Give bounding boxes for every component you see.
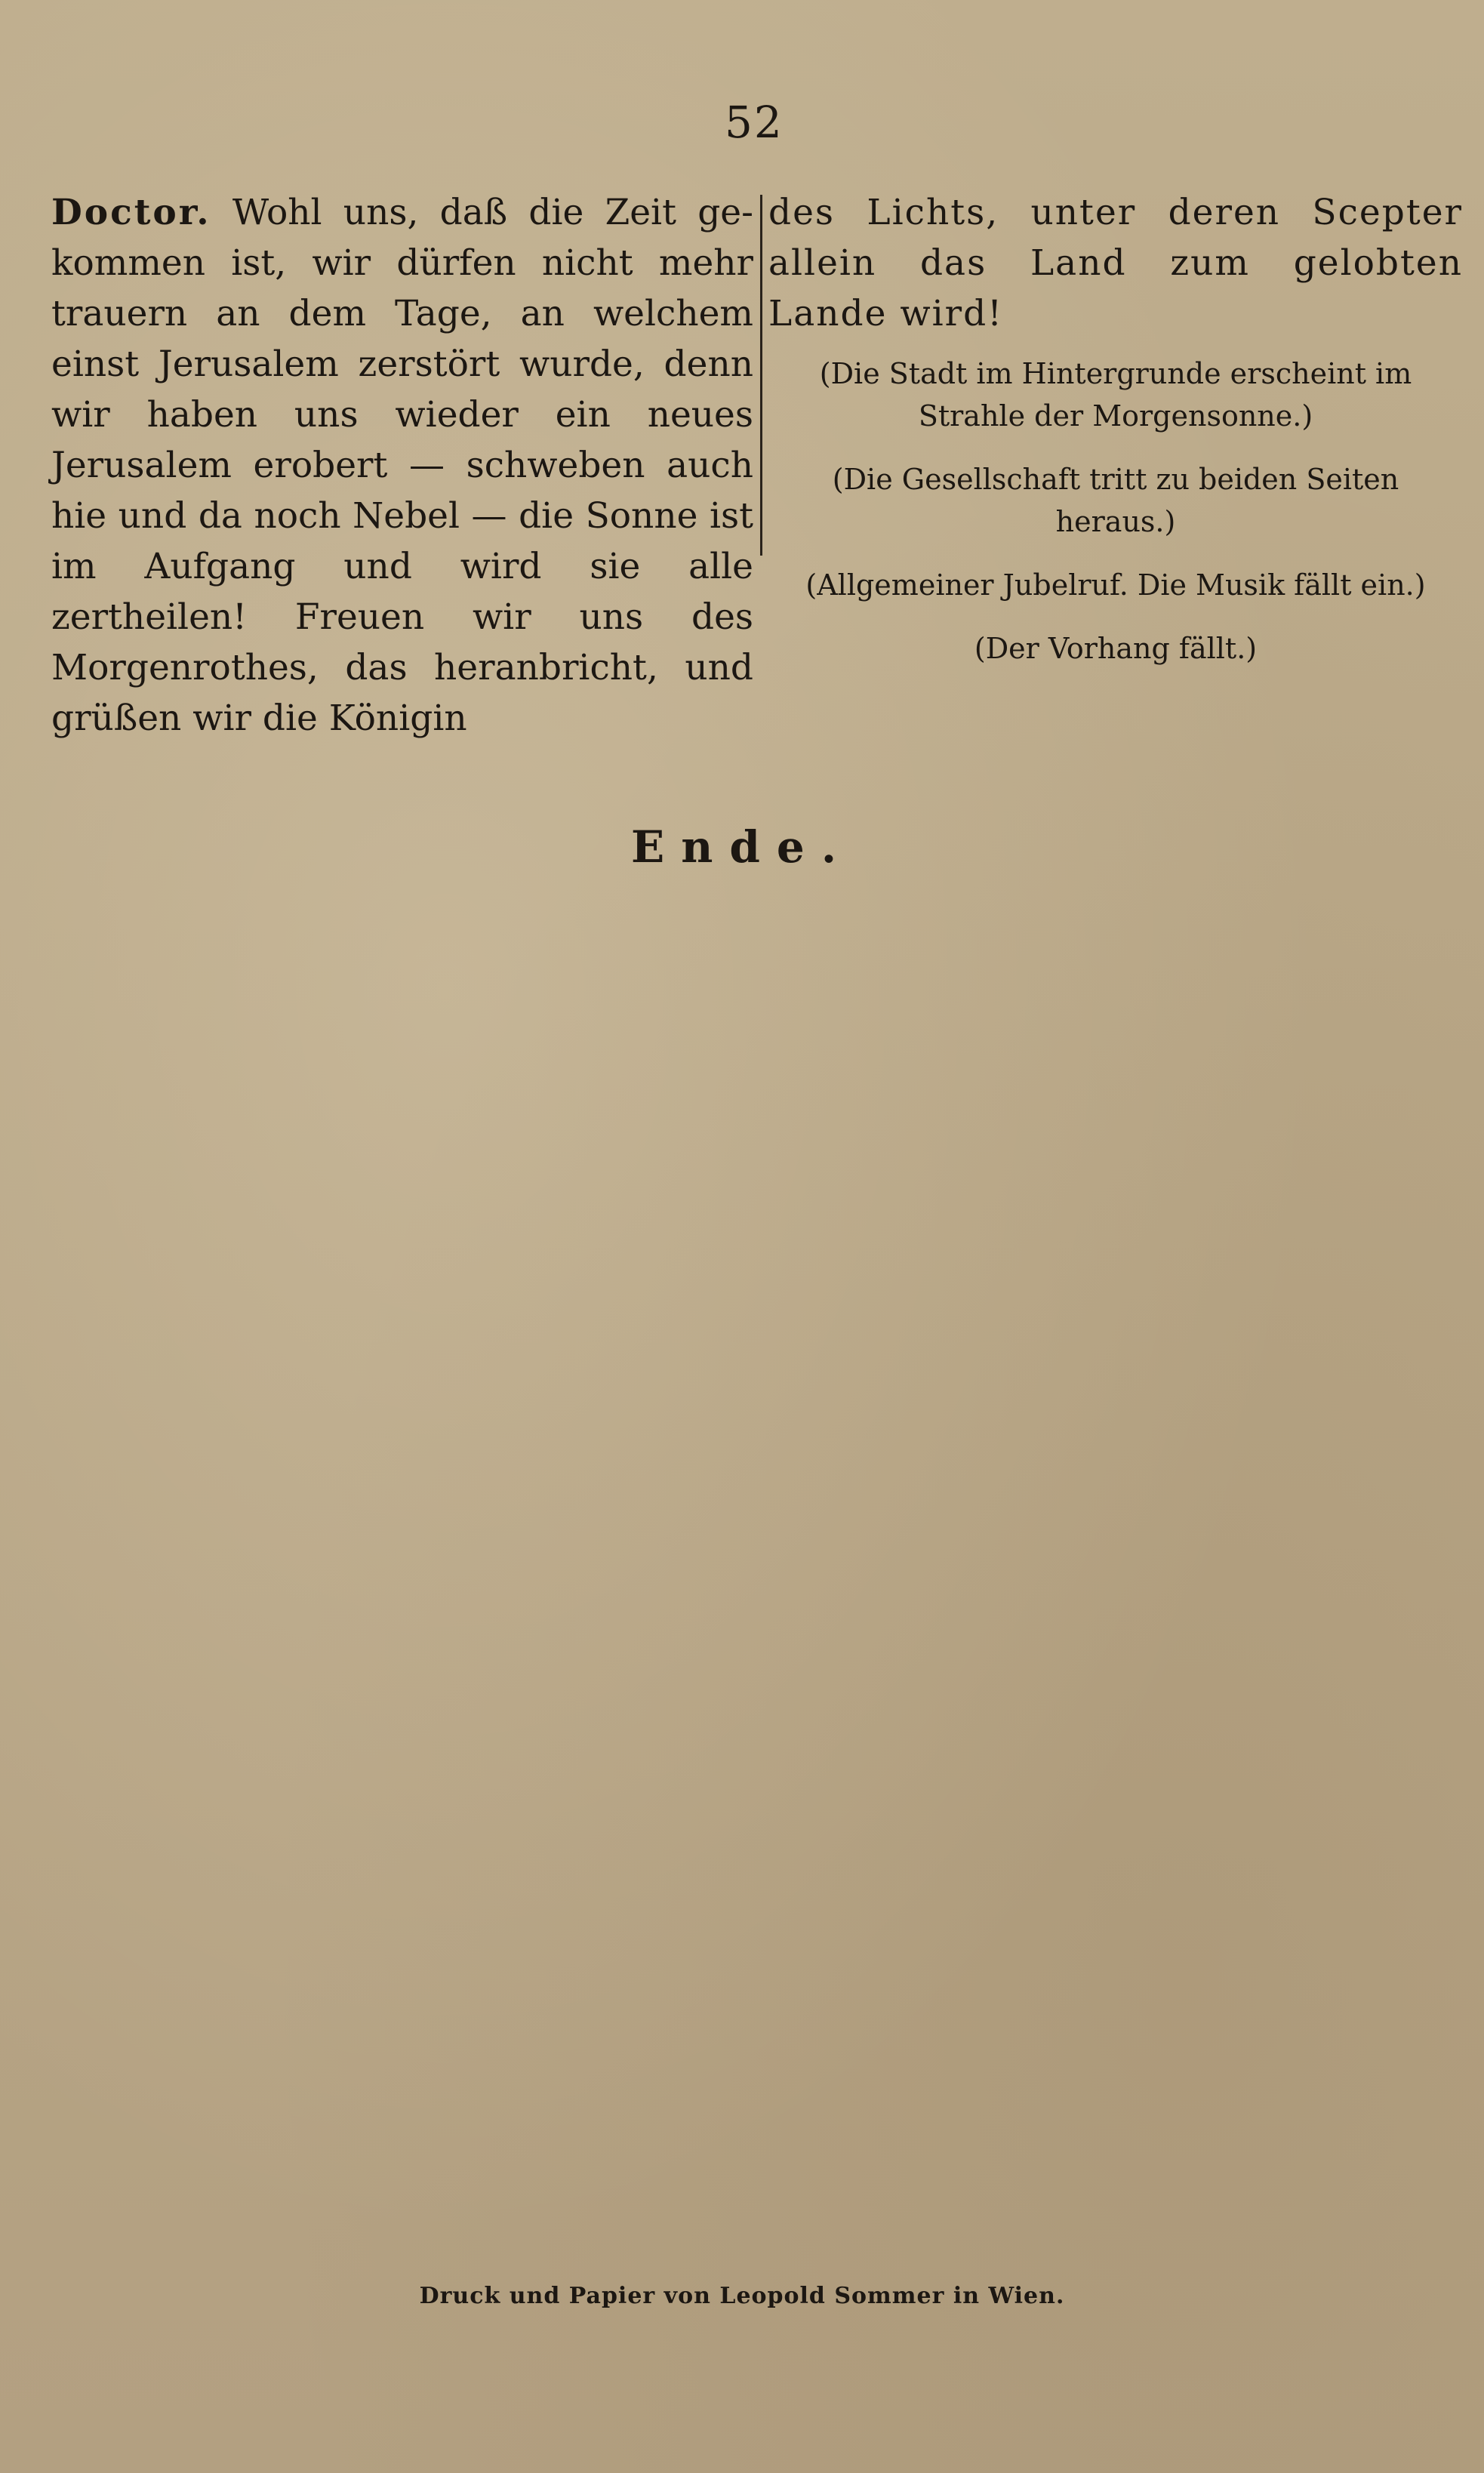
stage-direction: (Der Vorhang fällt.) [974, 632, 1258, 665]
speaker-name: Doctor. [51, 192, 211, 233]
left-column-text: Wohl uns, daß die Zeit ge-kommen ist, wir dürfen nicht mehr trauern an dem Tage, an welchem einst Jerusalem zerstört wurde, denn wir haben uns wieder ein neues Jerusalem erobert — schweben auch hie und da noch Nebel — die Sonne ist im Aufgang und wird sie alle zertheilen! Freuen wir uns des Morgenrothes, das heranbricht, und grüßen wir die Königin [51, 192, 753, 739]
ending-text: Ende. [630, 821, 854, 873]
stage-direction: (Allgemeiner Jubelruf. Die Musik fällt ein.) [805, 568, 1426, 602]
page-number: 52 [725, 97, 784, 148]
stage-direction: (Die Stadt im Hintergrunde erscheint im Strahle der Morgensonne.) [819, 357, 1412, 433]
stage-direction: (Die Gesellschaft tritt zu beiden Seiten heraus.) [832, 463, 1399, 538]
left-column [51, 187, 753, 744]
printer-imprint: Druck und Papier von Leopold Sommer in Wien. [419, 2283, 1065, 2309]
right-column-text: des Lichts, unter deren Scepter allein das Land zum gelobten Lande wird! [768, 192, 1463, 334]
right-column [768, 187, 1463, 670]
column-divider [760, 195, 762, 556]
